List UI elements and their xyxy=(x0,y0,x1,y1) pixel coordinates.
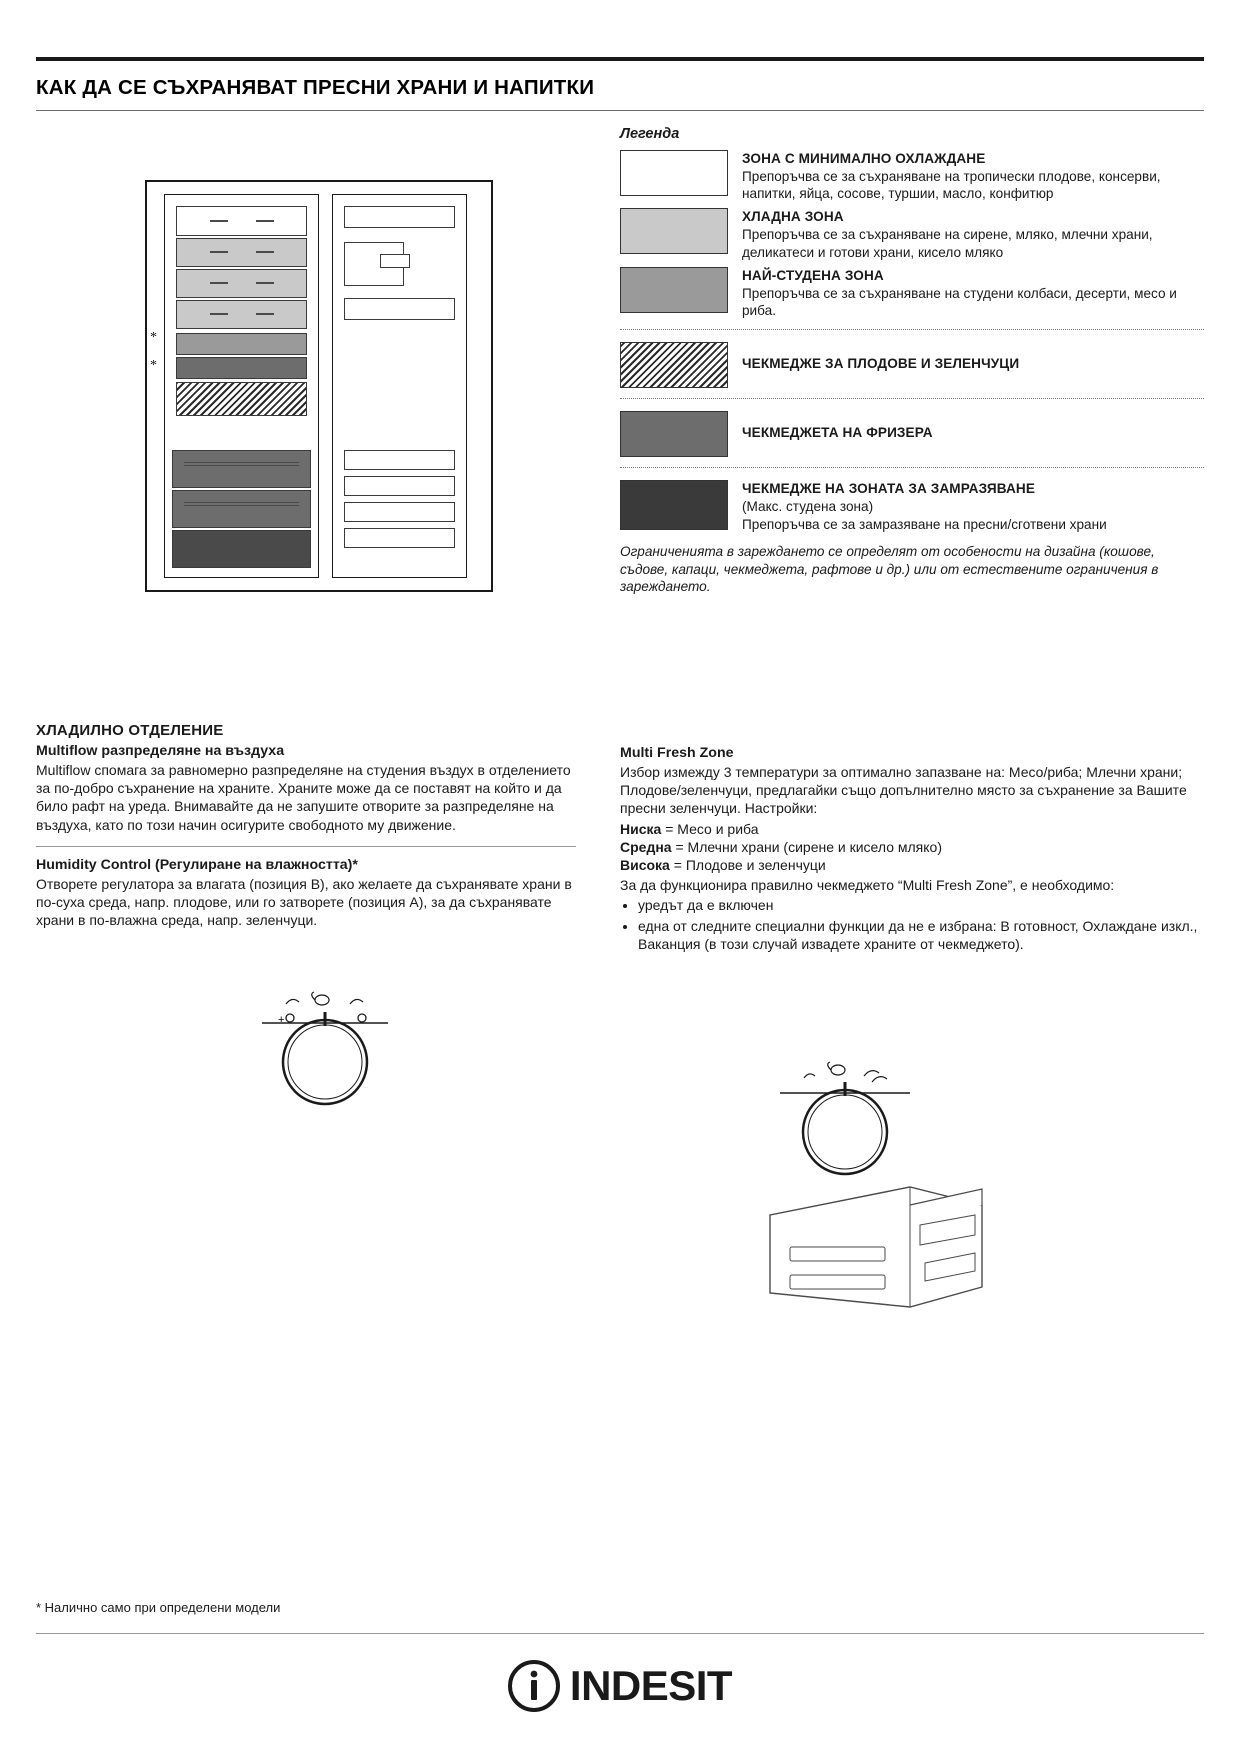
bottom-rule xyxy=(36,1633,1204,1634)
list-item: • една от следните специални функции да не е избрана: В готовност, Охлаждане изкл., Ваканция (в този случай извадете храните от чекмеджето). xyxy=(638,917,1204,953)
fridge-compartment-section xyxy=(36,722,576,939)
legend-head: ЧЕКМЕДЖЕ НА ЗОНАТА ЗА ЗАМРАЗЯВАНЕ xyxy=(742,481,1035,497)
shelf-cool-zone-3 xyxy=(176,300,307,329)
legend-note: Ограниченията в зареждането се определят от особености на дизайна (кошове, съдове, капаци, чекмеджета, рафтове и др.) или от естествените ограничения в зареждането. xyxy=(620,543,1159,595)
legend-swatch-fast-freeze xyxy=(620,480,728,530)
requirement-list xyxy=(620,896,1204,953)
door-bin-6 xyxy=(344,476,455,496)
shelf-coldest-zone xyxy=(176,333,307,355)
door-bin-4 xyxy=(344,298,455,320)
legend-swatch-min-cooling xyxy=(620,150,728,196)
legend-item xyxy=(620,208,1204,260)
legend-divider xyxy=(620,398,1204,399)
legend-head: НАЙ-СТУДЕНА ЗОНА xyxy=(742,267,884,283)
star-mark-2: * xyxy=(150,358,157,373)
footnote: * Налично само при определени модели xyxy=(36,1600,281,1615)
legend-body: Препоръчва се за съхраняване на студени колбаси, десерти, месо и риба. xyxy=(742,285,1177,319)
legend-head: ЧЕКМЕДЖЕ ЗА ПЛОДОВЕ И ЗЕЛЕНЧУЦИ xyxy=(742,356,1020,372)
freezer-drawer-1 xyxy=(172,450,311,488)
subtitle-humidity-control: Humidity Control (Регулиране на влажността)* xyxy=(36,856,358,873)
legend-body: Препоръчва се за замразяване на пресни/сготвени храни xyxy=(742,516,1107,532)
setting-high-label: Висока xyxy=(620,856,670,873)
door-bin-5 xyxy=(344,450,455,470)
setting-high-value: = Плодове и зеленчуци xyxy=(673,856,826,873)
freezer-drawer-2 xyxy=(172,490,311,528)
legend-item xyxy=(620,480,1204,532)
setting-low xyxy=(620,820,1204,838)
setting-medium-value: = Млечни храни (сирене и кисело мляко) xyxy=(675,838,942,855)
legend-head: ЗОНА С МИНИМАЛНО ОХЛАЖДАНЕ xyxy=(742,151,986,166)
multi-fresh-zone-drawer-illustration xyxy=(760,1175,990,1335)
door-bin-8 xyxy=(344,528,455,548)
legend-divider xyxy=(620,467,1204,468)
legend-item xyxy=(620,150,1204,202)
legend-item xyxy=(620,342,1204,388)
legend-swatch-cool-zone xyxy=(620,208,728,254)
setting-medium-label: Средна xyxy=(620,838,672,855)
shelf-min-cooling-1 xyxy=(176,206,307,236)
legend-head: ЧЕКМЕДЖЕТА НА ФРИЗЕРА xyxy=(742,425,933,441)
subtitle-multiflow: Multiflow разпределяне на въздуха xyxy=(36,743,285,759)
legend xyxy=(620,126,1204,596)
brand-name: INDESIT xyxy=(569,1662,733,1709)
setting-high xyxy=(620,856,1204,874)
page-title: КАК ДА СЕ СЪХРАНЯВАТ ПРЕСНИ ХРАНИ И НАПИТКИ xyxy=(36,76,595,99)
list-item: • уредът да е включен xyxy=(638,896,1204,914)
shelf-multi-fresh-zone xyxy=(176,357,307,379)
brand-logo xyxy=(0,1660,1240,1712)
legend-title: Легенда xyxy=(620,126,680,142)
humidity-control-body: Отворете регулатора за влагата (позиция B), ако желаете да съхранявате храни в по-суха среда, напр. плодове, или го затворете (позиция A), за да съхранявате храни в по-влажна среда, напр. зеленчуци. xyxy=(36,875,572,929)
legend-swatch-coldest-zone xyxy=(620,267,728,313)
multiflow-body: Multiflow спомага за равномерно разпределяне на студения въздух в отделението за по-добро съхранение на храните. Храните може да се поставят на който и да било рафт на уреда. Внимавайте да не запушите отворите за разпределяне на въздуха, като по този начин осигурите свободното му движение. xyxy=(36,762,571,833)
legend-subhead: (Макс. студена зона) xyxy=(742,499,874,515)
door-bin-3 xyxy=(380,254,410,268)
legend-swatch-crisper xyxy=(620,342,728,388)
legend-swatch-freezer-drawers xyxy=(620,411,728,457)
humidity-control-dial xyxy=(250,990,400,1125)
legend-body: Препоръчва се за съхраняване на тропически плодове, консерви, напитки, яйца, сосове, туршии, масло, конфитюр xyxy=(742,168,1161,202)
shelf-cool-zone-2 xyxy=(176,269,307,298)
star-mark-1: * xyxy=(150,330,157,345)
multi-fresh-zone-section xyxy=(620,745,1204,955)
legend-head: ХЛАДНА ЗОНА xyxy=(742,209,844,225)
top-rule xyxy=(36,57,1204,61)
door-bin-7 xyxy=(344,502,455,522)
legend-item xyxy=(620,267,1204,319)
title-rule xyxy=(36,110,1204,111)
svg-text:+: + xyxy=(278,1014,285,1026)
multi-fresh-zone-intro: Избор измежду 3 температури за оптимално запазване на: Месо/риба; Млечни храни; Плодове/зеленчуци, предлагайки също допълнително място за съхранение за Вашите пресни зеленчуци. Настройки: xyxy=(620,764,1187,817)
legend-divider xyxy=(620,329,1204,330)
legend-item xyxy=(620,411,1204,457)
shelf-cool-zone-1 xyxy=(176,238,307,267)
section-divider xyxy=(36,846,576,847)
freezer-fast-freeze-drawer xyxy=(172,530,311,568)
legend-body: Препоръчва се за съхраняване на сирене, мляко, млечни храни, деликатеси и готови храни, кисело мляко xyxy=(742,227,1153,260)
setting-low-value: = Месо и риба xyxy=(665,820,759,837)
setting-medium xyxy=(620,838,1204,856)
section-title-fridge: ХЛАДИЛНО ОТДЕЛЕНИЕ xyxy=(36,722,224,739)
crisper-drawer xyxy=(176,382,307,416)
setting-low-label: Ниска xyxy=(620,820,662,837)
requirement-intro: За да функционира правилно чекмеджето “Multi Fresh Zone”, е необходимо: xyxy=(620,877,1115,894)
door-bin-1 xyxy=(344,206,455,228)
fridge-diagram xyxy=(140,180,500,600)
indesit-mark-icon xyxy=(508,1660,560,1712)
subtitle-multi-fresh-zone: Multi Fresh Zone xyxy=(620,745,734,761)
